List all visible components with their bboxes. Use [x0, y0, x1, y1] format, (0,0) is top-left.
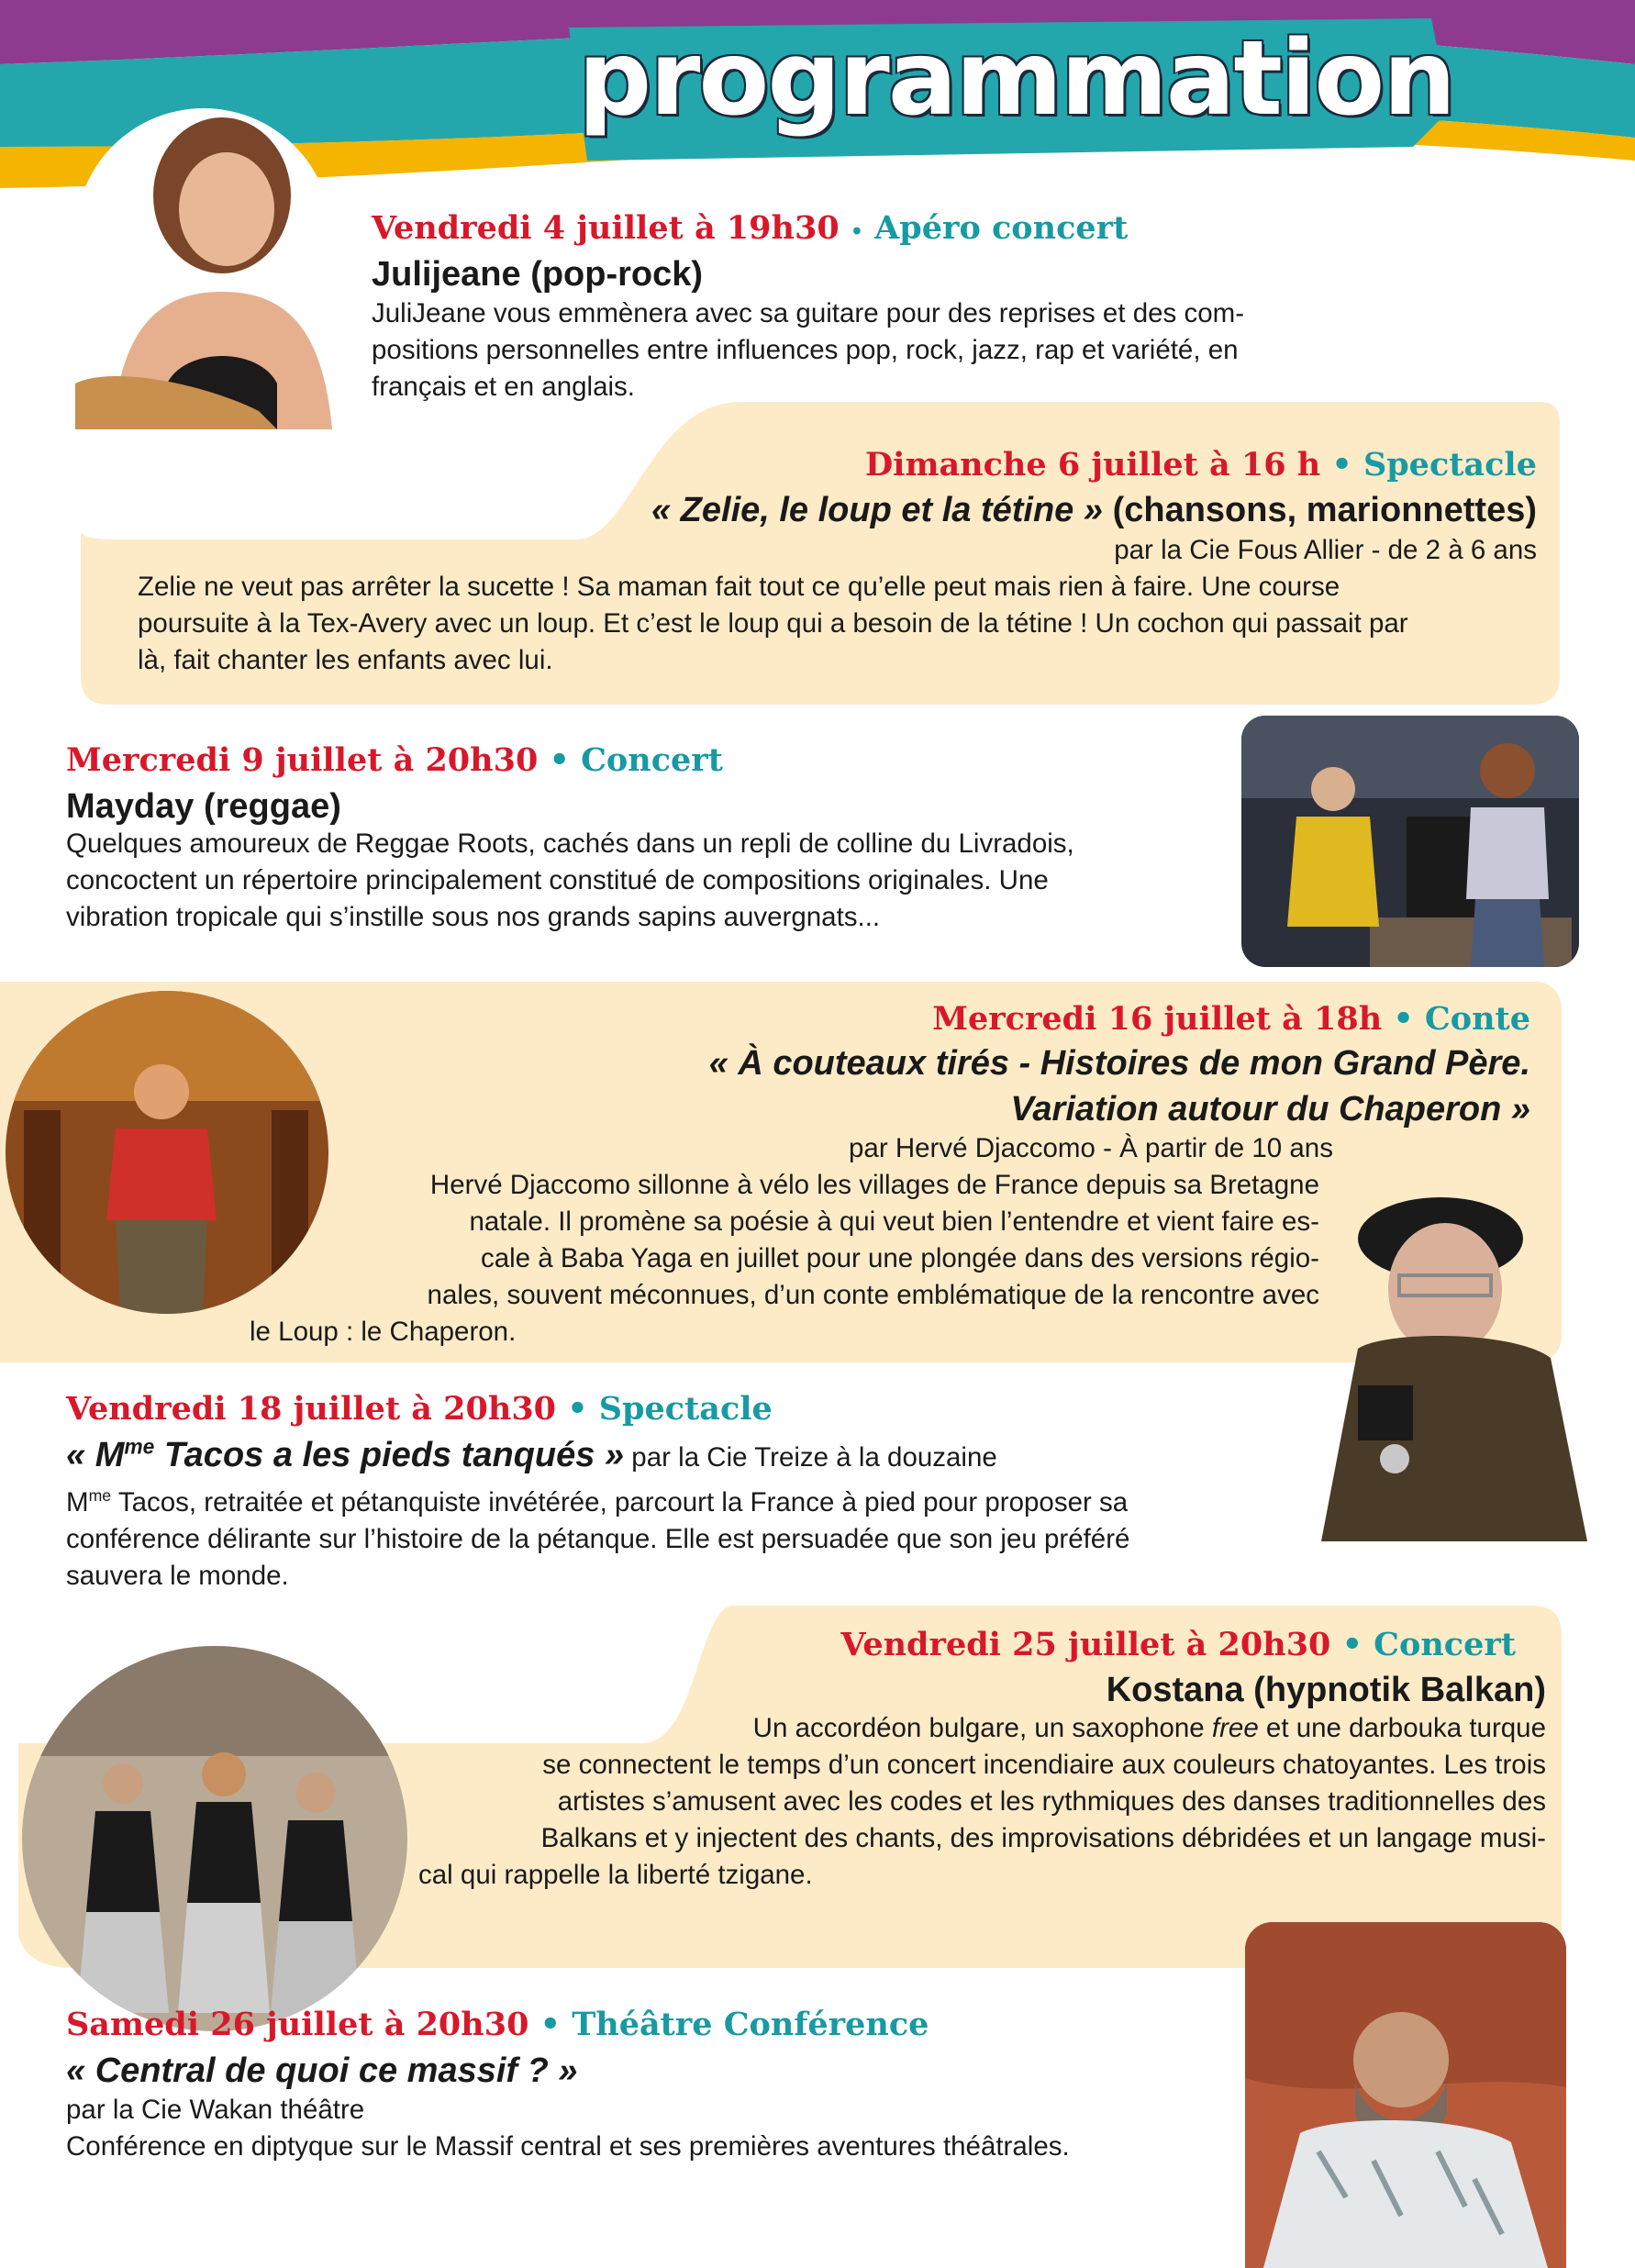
desc-part: Un accordéon bulgare, un saxophone	[752, 1713, 1212, 1743]
photo-julijeane	[75, 108, 332, 429]
desc-line: artistes s’amusent avec les codes et les rythmiques des danses traditionnelles des	[557, 1786, 1546, 1817]
desc-line: nales, souvent méconnues, d’un conte emblématique de la rencontre avec	[427, 1280, 1319, 1310]
event-3-date	[66, 741, 723, 780]
event-4-date	[642, 1000, 1530, 1039]
event-6-name: Kostana (hypnotik Balkan)	[1106, 1671, 1546, 1709]
event-2-date-text: Dimanche 6 juillet à 16 h	[864, 446, 1321, 484]
desc-line: Balkans et y injectent des chants, des improvisations débridées et un langage musi-	[540, 1823, 1546, 1853]
event-5-genre: Spectacle	[598, 1390, 773, 1428]
event-2-date	[551, 446, 1537, 484]
event-1-genre: Apéro concert	[874, 209, 1129, 247]
event-4-genre: Conte	[1424, 1000, 1530, 1038]
desc-line: vibration tropicale qui s’instille sous nos grands sapins auvergnats...	[66, 902, 881, 932]
event-7-title: « Central de quoi ce massif ? »	[66, 2051, 578, 2090]
title-line: Variation autour du Chaperon »	[1010, 1090, 1530, 1128]
event-4-title	[551, 1040, 1530, 1132]
desc-line: Zelie ne veut pas arrêter la sucette ! Sa maman fait tout ce qu’elle peut mais rien à faire. Une course	[138, 572, 1340, 602]
photo-mme-tacos	[1303, 1184, 1606, 1541]
separator: •	[549, 741, 570, 779]
separator: •	[1331, 446, 1352, 484]
desc-part: et une darbouka turque	[1258, 1713, 1546, 1743]
event-3-description	[66, 826, 1240, 936]
event-7-date-text: Samedi 26 juillet à 20h30	[66, 2006, 529, 2043]
event-3-genre: Concert	[581, 741, 723, 779]
desc-line: cal qui rappelle la liberté tzigane.	[418, 1860, 813, 1890]
event-6-date	[642, 1626, 1516, 1664]
separator: •	[539, 2006, 562, 2043]
event-3-name: Mayday (reggae)	[66, 787, 341, 826]
event-2-credit: par la Cie Fous Allier - de 2 à 6 ans	[1114, 535, 1537, 565]
event-5-date-text: Vendredi 18 juillet à 20h30	[66, 1390, 557, 1428]
desc-part: me	[88, 1486, 112, 1505]
desc-line: concoctent un répertoire principalement constitué de compositions originales. Une	[66, 865, 1049, 895]
title-part: Tacos a les pieds tanqués »	[154, 1436, 625, 1474]
desc-part: M	[66, 1486, 89, 1518]
desc-line: le Loup : le Chaperon.	[250, 1317, 517, 1347]
photo-central-massif	[1245, 1922, 1566, 2268]
title-line: « À couteaux tirés - Histoires de mon Grand Père.	[708, 1044, 1530, 1083]
event-7-genre: Théâtre Conférence	[572, 2006, 929, 2043]
event-1-date-text: Vendredi 4 juillet à 19h30	[372, 209, 840, 247]
event-4-credit: par Hervé Djaccomo - À partir de 10 ans	[849, 1133, 1333, 1163]
event-2-subtitle: (chansons, marionnettes)	[1103, 491, 1537, 529]
event-5-name	[66, 1433, 997, 1478]
desc-line: français et en anglais.	[372, 372, 635, 402]
event-5-description	[66, 1477, 1277, 1595]
event-2-description	[138, 569, 1551, 679]
desc-line: poursuite à la Tex-Avery avec un loup. Et c’est le loup qui a besoin de la tétine ! Un cochon qui passait par	[138, 608, 1408, 639]
event-6-description	[404, 1710, 1546, 1894]
page-title: programmation	[578, 19, 1454, 139]
event-2-title: « Zelie, le loup et la tétine »	[651, 491, 1104, 529]
event-7-description: Conférence en diptyque sur le Massif central et ses premières aventures théâtrales.	[66, 2131, 1070, 2162]
event-3-date-text: Mercredi 9 juillet à 20h30	[66, 741, 539, 779]
desc-line: sauvera le monde.	[66, 1560, 289, 1591]
title-part: « M	[66, 1436, 125, 1474]
separator: •	[567, 1390, 588, 1428]
event-1-date	[372, 209, 1128, 248]
title-part: me	[124, 1434, 155, 1459]
event-5-date	[66, 1390, 773, 1429]
desc-line: se connectent le temps d’un concert incendiaire aux couleurs chatoyantes. Les trois	[542, 1750, 1546, 1780]
desc-part: free	[1211, 1713, 1259, 1743]
desc-line: Quelques amoureux de Reggae Roots, cachés dans un repli de colline du Livradois,	[66, 828, 1074, 859]
desc-line: positions personnelles entre influences pop, rock, jazz, rap et variété, en	[372, 335, 1239, 365]
event-2-name	[459, 488, 1537, 533]
desc-line: JuliJeane vous emmènera avec sa guitare pour des reprises et des com-	[372, 298, 1245, 328]
event-7-date	[66, 2006, 929, 2044]
desc-line: natale. Il promène sa poésie à qui veut bien l’entendre et vient faire es-	[469, 1206, 1319, 1237]
event-1-description	[372, 295, 1399, 406]
photo-mayday-band	[1241, 716, 1579, 967]
event-6-genre: Concert	[1374, 1626, 1516, 1663]
separator: •	[1393, 1000, 1414, 1038]
desc-line: Hervé Djaccomo sillonne à vélo les villages de France depuis sa Bretagne	[429, 1170, 1319, 1200]
event-5-credit: par la Cie Treize à la douzaine	[624, 1442, 997, 1473]
event-4-date-text: Mercredi 16 juillet à 18h	[932, 1000, 1383, 1038]
separator: •	[1341, 1626, 1362, 1663]
event-7-credit: par la Cie Wakan théâtre	[66, 2095, 365, 2125]
event-4-description	[211, 1167, 1319, 1351]
event-6-date-text: Vendredi 25 juillet à 20h30	[840, 1626, 1331, 1663]
desc-line: cale à Baba Yaga en juillet pour une plongée dans des versions régio-	[480, 1243, 1319, 1273]
desc-line: conférence délirante sur l’histoire de la pétanque. Elle est persuadée que son jeu préféré	[66, 1523, 1130, 1554]
event-1-name: Julijeane (pop-rock)	[372, 255, 704, 294]
separator: •	[850, 220, 863, 244]
desc-line: là, fait chanter les enfants avec lui.	[138, 645, 553, 675]
desc-part: Tacos, retraitée et pétanquiste invétérée, parcourt la France à pied pour proposer sa	[111, 1486, 1129, 1518]
photo-kostana-dancers	[22, 1646, 407, 2031]
event-2-genre: Spectacle	[1362, 446, 1537, 484]
